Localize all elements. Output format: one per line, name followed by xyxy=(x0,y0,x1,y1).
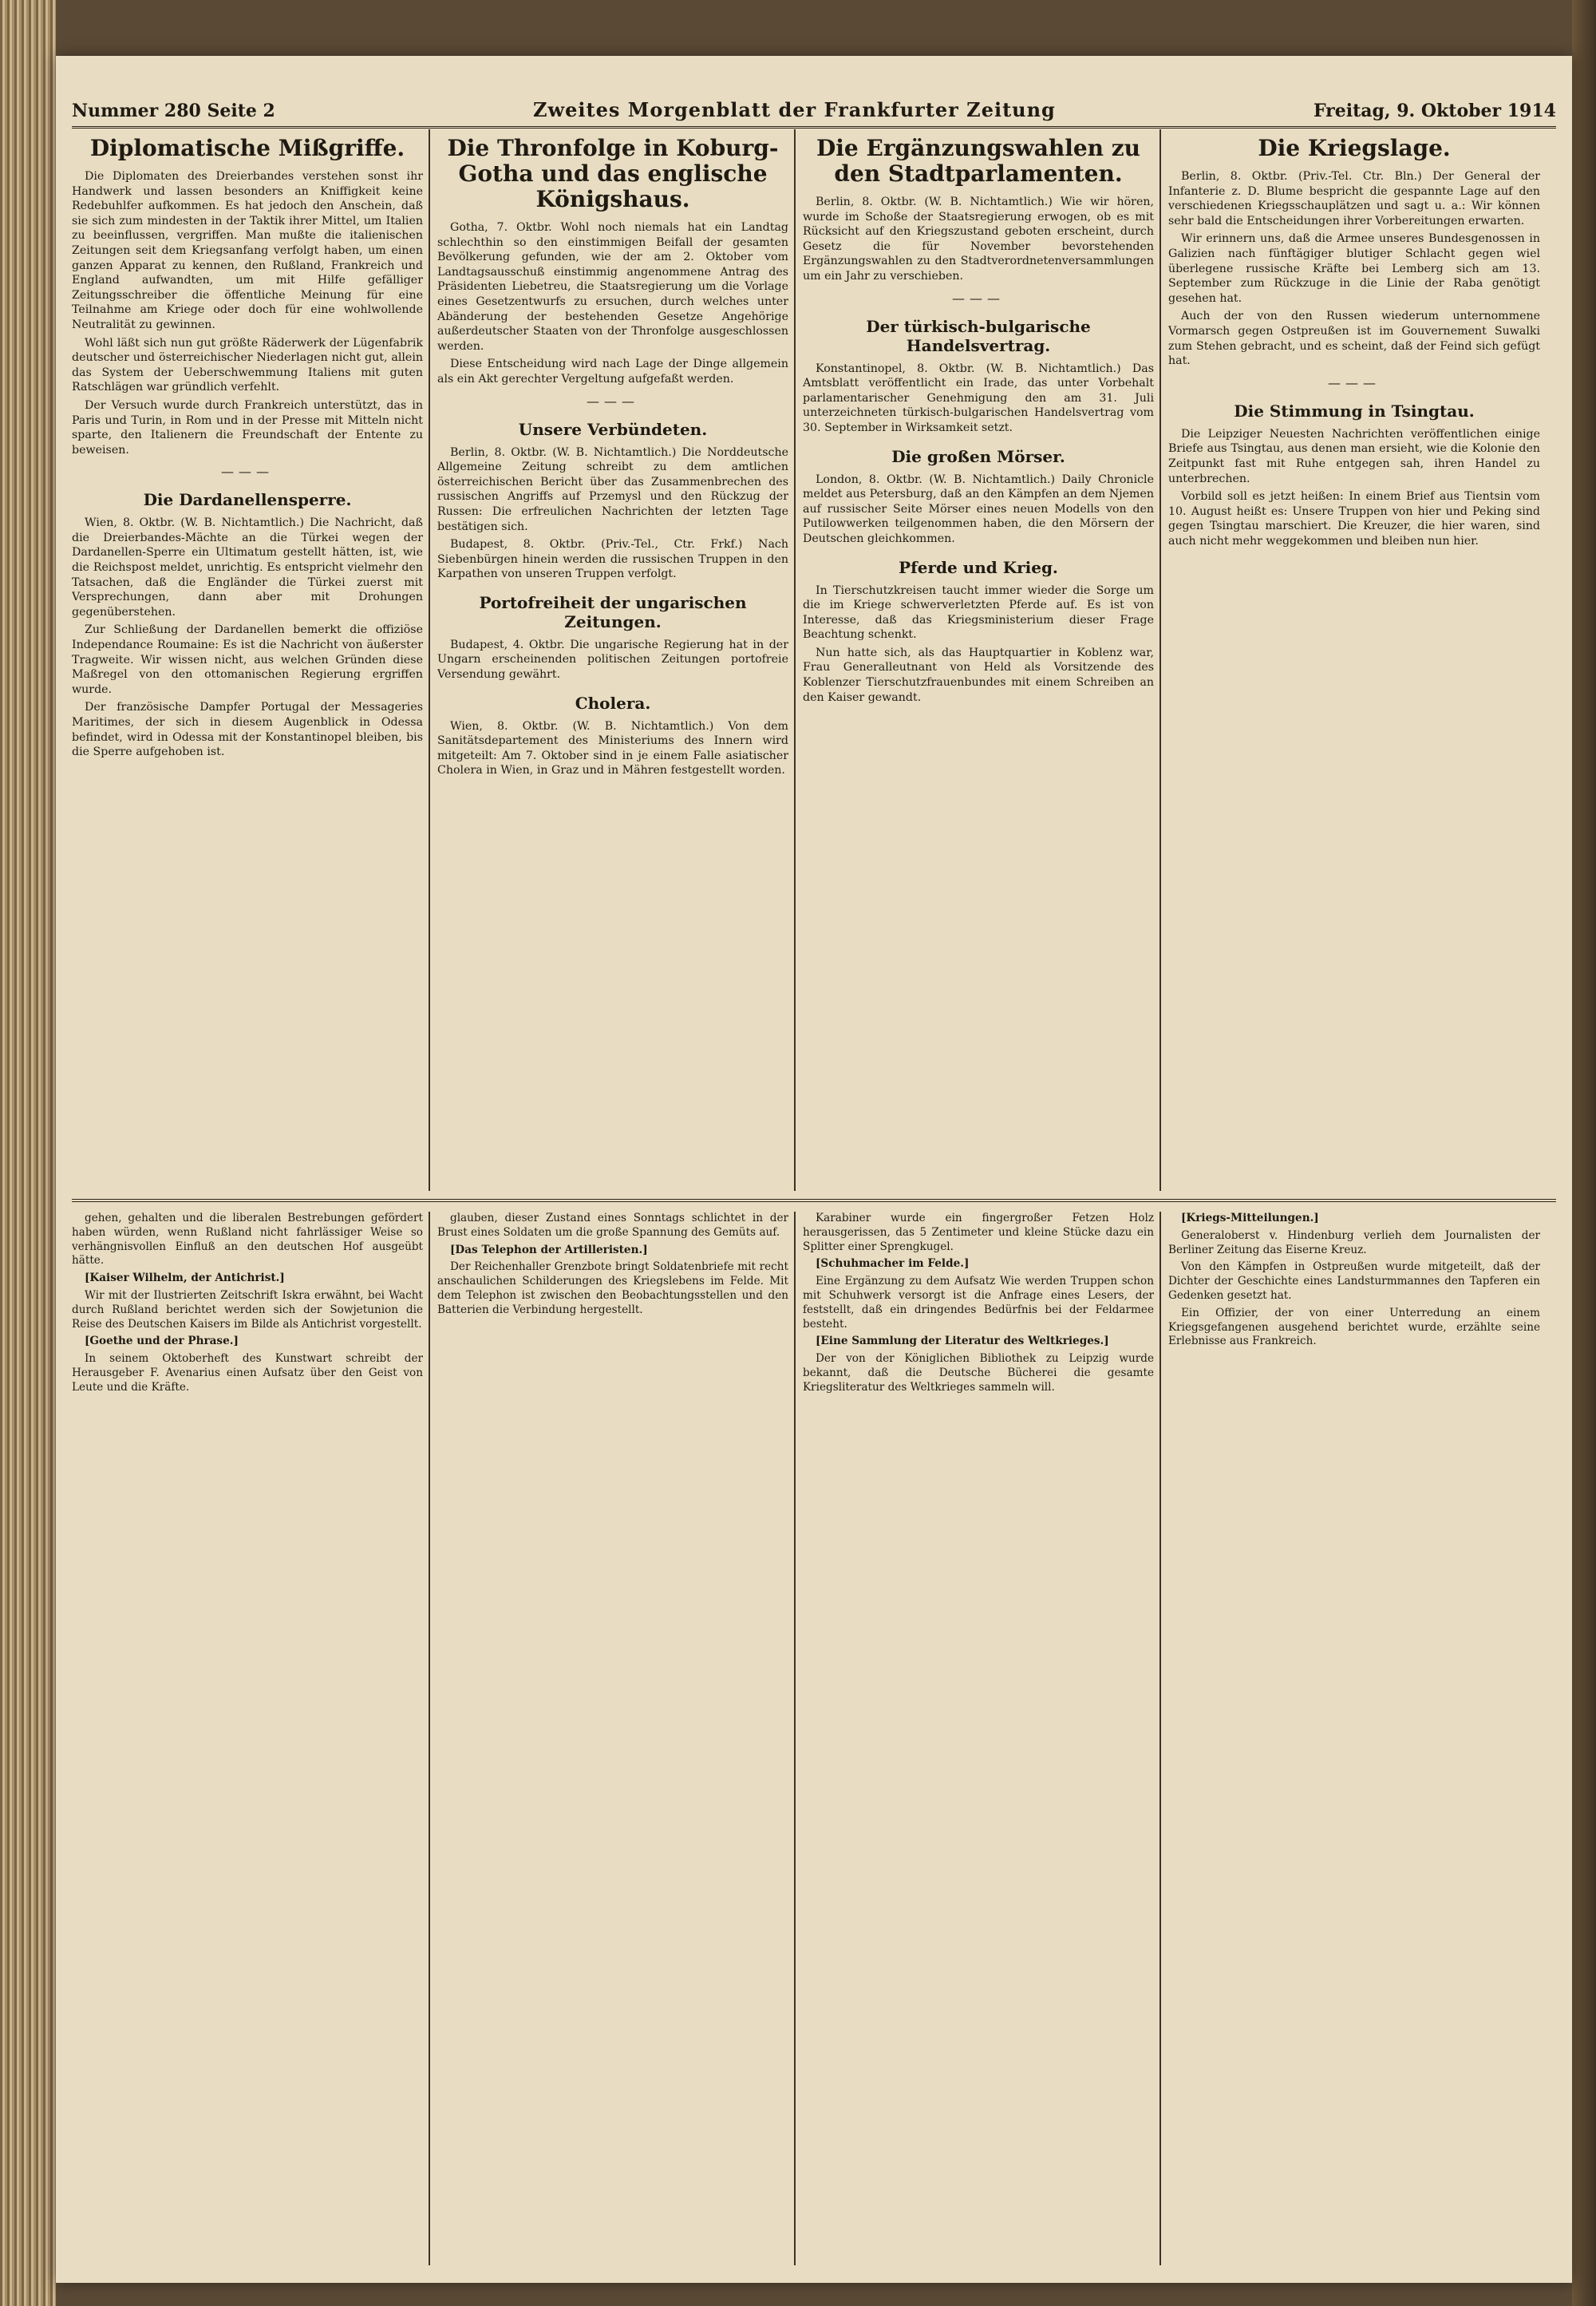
feuilleton-paragraph: Der von der Königlichen Bibliothek zu Leipzig wurde bekannt, daß die Deutsche Bücherei die gesamte Kriegsliteratur des Weltkrieges sammeln will. xyxy=(803,1352,1154,1394)
feuilleton-column-1 xyxy=(72,1212,423,2265)
newspaper-page xyxy=(56,56,1572,2283)
feuilleton-heading: [Kaiser Wilhelm, der Antichrist.] xyxy=(85,1272,285,1285)
feuilleton-column-4 xyxy=(1168,1212,1540,2265)
feuilleton-column-3 xyxy=(803,1212,1154,2265)
feuilleton-heading: [Schuhmacher im Felde.] xyxy=(816,1257,970,1271)
column-3 xyxy=(803,129,1154,1191)
issue-date: Freitag, 9. Oktober 1914 xyxy=(1313,101,1556,121)
article-headline: Portofreiheit der ungarischen Zeitungen. xyxy=(479,592,747,631)
feuilleton-column-2 xyxy=(437,1212,788,2265)
column-rule xyxy=(1159,1212,1161,2265)
feuilleton-paragraph: Der Reichenhaller Grenzbote bringt Soldatenbriefe mit recht anschaulichen Schilderungen des Kriegslebens im Felde. Mit dem Telephon ist zwischen den Beobachtungsstellen und den Batterien die Verbindung hergestellt. xyxy=(437,1260,788,1316)
article-paragraph: Wien, 8. Oktbr. (W. B. Nichtamtlich.) Von dem Sanitätsdepartement des Ministeriums des Innern wird mitgeteilt: Am 7. Oktober sind in je einem Falle asiatischer Cholera in Wien, in Graz und in Mähren festgestellt worden. xyxy=(437,719,788,777)
article-paragraph: London, 8. Oktbr. (W. B. Nichtamtlich.) Daily Chronicle meldet aus Petersburg, daß an den Kämpfen an dem Njemen auf russischer Seite Mörser eines neuen Modells von den Putilowwerken teilgenommen haben, die den Mörsern der Deutschen gleichkommen. xyxy=(803,473,1154,545)
section-divider: ——— xyxy=(952,290,1005,306)
section-divider: ——— xyxy=(1328,374,1381,390)
feuilleton-heading: [Kriegs-Mitteilungen.] xyxy=(1181,1212,1319,1224)
feuilleton-paragraph: Ein Offizier, der von einer Unterredung an einem Kriegsgefangenen ausgehend berichtet wurde, erzählte seine Erlebnisse aus Frankreich. xyxy=(1168,1306,1540,1348)
article-headline: Die Stimmung in Tsingtau. xyxy=(1234,401,1475,421)
feuilleton-paragraph: Wir mit der Ilustrierten Zeitschrift Iskra erwähnt, bei Wacht durch Rußland berichtet werden sich der Sowjetunion die Reise des Deutschen Kaisers im Bilde als Antichrist vorgestellt. xyxy=(72,1288,423,1331)
article-paragraph: Budapest, 8. Oktbr. (Priv.-Tel., Ctr. Frkf.) Nach Siebenbürgen hinein werden die russischen Truppen in den Karpathen von unseren Truppen verfolgt. xyxy=(437,538,788,581)
article-headline: Unsere Verbündeten. xyxy=(518,419,708,439)
feuilleton-paragraph: Generaloberst v. Hindenburg verlieh dem Journalisten der Berliner Zeitung das Eiserne Kreuz. xyxy=(1168,1228,1540,1256)
article-paragraph: Budapest, 4. Oktbr. Die ungarische Regierung hat in der Ungarn erscheinenden politischen Zeitungen portofreie Versendung gewährt. xyxy=(437,638,788,682)
newspaper-title: Zweites Morgenblatt der Frankfurter Zeitung xyxy=(532,98,1056,121)
feuilleton-paragraph: gehen, gehalten und die liberalen Bestrebungen gefördert haben würden, wenn Rußland nicht fahrlässiger Weise so verhängnisvollen Einfluß an den deutschen Hof ausgeübt hätte. xyxy=(72,1212,423,1268)
feuilleton-paragraph: Karabiner wurde ein fingergroßer Fetzen Holz herausgerissen, das 5 Zentimeter und kleine Stücke dazu ein Splitter einer Sprengkugel. xyxy=(803,1212,1154,1253)
article-paragraph: Wien, 8. Oktbr. (W. B. Nichtamtlich.) Die Nachricht, daß die Dreierbandes-Mächte an die Türkei wegen der Dardanellen-Sperre ein Ultimatum gestellt hätten, ist, wie die Reichspost meldet, unrichtig. Es entspricht vielmehr den Tatsachen, daß die Engländer die Türkei zuerst mit Versprechungen, dann aber mit Drohungen gegenüberstehen. xyxy=(72,516,423,619)
article-headline: Cholera. xyxy=(575,693,651,713)
column-1 xyxy=(72,129,423,1191)
article-headline: Die Ergänzungswahlen zu den Stadtparlamenten. xyxy=(816,135,1141,187)
article-paragraph: Zur Schließung der Dardanellen bemerkt die offiziöse Independance Roumaine: Es ist die Nachricht von äußerster Tragweite. Wir wissen nicht, aus welchen Gründen diese Maßregel von den ottomanischen Regierung ergriffen wurde. xyxy=(72,623,423,696)
feuilleton-heading: [Das Telephon der Artilleristen.] xyxy=(450,1243,648,1256)
article-paragraph: Wir erinnern uns, daß die Armee unseres Bundesgenossen in Galizien nach fünftägiger blutiger Schlacht gegen wiel überlegene russische Kräfte bei Lemberg sich am 13. September zum Rückzuge in die Linie der Raba genötigt gesehen hat. xyxy=(1168,232,1540,305)
issue-number: Nummer 280 Seite 2 xyxy=(72,101,275,121)
book-binding-left xyxy=(0,0,56,2306)
feuilleton-heading: [Eine Sammlung der Literatur des Weltkrieges.] xyxy=(816,1335,1109,1348)
column-rule xyxy=(1159,129,1161,1191)
article-paragraph: Gotha, 7. Oktbr. Wohl noch niemals hat ein Landtag schlechthin so den einstimmigen Beifall der gesamten Bevölkerung gefunden, wie der am 2. Oktober vom Landtagsausschuß einstimmig angenommene Antrag des Präsidenten Liebetreu, die Staatsregierung um die Vorlage eines Gesetzentwurfs zu ersuchen, durch welches unter Abänderung der bestehenden Gesetze Angehörige außerdeutscher Staaten von der Thronfolge ausgeschlossen werden. xyxy=(437,221,788,353)
article-headline: Pferde und Krieg. xyxy=(899,557,1058,577)
article-paragraph: Nun hatte sich, als das Hauptquartier in Koblenz war, Frau Generalleutnant von Held als Vorsitzende des Koblenzer Tierschutzfrauenbundes mit einem Schreiben an den Kaiser gewandt. xyxy=(803,646,1154,704)
article-paragraph: Berlin, 8. Oktbr. (W. B. Nichtamtlich.) Die Norddeutsche Allgemeine Zeitung schreibt zu dem amtlichen österreichischen Bericht über das Zusammenbrechen des russischen Angriffs auf Przemysl und den Rückzug der Russen: Die erfreulichen Nachrichten der letzten Tage bestätigen sich. xyxy=(437,445,788,533)
article-paragraph: Der Versuch wurde durch Frankreich unterstützt, das in Paris und Turin, in Rom und in der Presse mit Mitteln nicht sparte, den Italienern die Freundschaft der Entente zu beweisen. xyxy=(72,398,423,457)
article-paragraph: Auch der von den Russen wiederum unternommene Vormarsch gegen Ostpreußen ist im Gouvernement Suwalki zum Stehen gebracht, und es scheint, daß der Feind sich gefügt hat. xyxy=(1168,310,1540,368)
book-edge-right xyxy=(1572,0,1596,2306)
article-paragraph: Berlin, 8. Oktbr. (W. B. Nichtamtlich.) Wie wir hören, wurde im Schoße der Staatsregierung erwogen, ob es mit Rücksicht auf den Kriegszustand geboten erscheint, durch Gesetz die für November bevorstehenden Ergänzungswahlen zu den Stadtverordnetenversammlungen um ein Jahr zu verschieben. xyxy=(803,196,1154,283)
feuilleton-paragraph: glauben, dieser Zustand eines Sonntags schlichtet in der Brust eines Soldaten um die große Spannung des Gemüts auf. xyxy=(437,1212,788,1239)
article-paragraph: In Tierschutzkreisen taucht immer wieder die Sorge um die im Kriege schwerverletzten Pferde auf. Es ist von Interesse, daß das Kriegsministerium dieser Frage Beachtung schenkt. xyxy=(803,583,1154,642)
section-divider: ——— xyxy=(221,464,274,480)
article-headline: Diplomatische Mißgriffe. xyxy=(89,135,405,161)
column-rule xyxy=(429,1212,430,2265)
article-paragraph: Wohl läßt sich nun gut größte Räderwerk der Lügenfabrik deutscher und österreichischer Niederlagen nicht gut, allein das System der Ueberschwemmung Italiens mit guten Ratschlägen war gründlich verfehlt. xyxy=(72,336,423,394)
article-headline: Der türkisch-bulgarische Handelsvertrag. xyxy=(866,316,1091,355)
article-paragraph: Die Leipziger Neuesten Nachrichten veröffentlichen einige Briefe aus Tsingtau, aus denen man ersieht, wie die Kolonie den Zeitpunkt fast mit Ruhe entgegen sah, ihren Handel zu unterbrechen. xyxy=(1168,427,1540,485)
article-paragraph: Diese Entscheidung wird nach Lage der Dinge allgemein als ein Akt gerechter Vergeltung aufgefaßt werden. xyxy=(437,358,788,386)
article-paragraph: Die Diplomaten des Dreierbandes verstehen sonst ihr Handwerk und lassen besonders an Kniffigkeit keine Redebuhlfer aufkommen. Es hat jedoch den Anschein, daß sie sich zum mindesten in der Taktik ihrer Mittel, um Italien zu beeinflussen, vergriffen. Man mußte die italienischen Zeitungen seit dem Kriegsanfang verfolgt haben, um einen ganzen Apparat zu kennen, den Rußland, Frankreich und England aufwandten, um mit Hilfe gefälliger Zeitungsschreiber die öffentliche Meinung für eine Teilnahme am Kriege oder doch für eine wohlwollende Neutralität zu gewinnen. xyxy=(72,170,423,331)
article-headline: Die Kriegslage. xyxy=(1258,135,1451,161)
article-paragraph: Der französische Dampfer Portugal der Messageries Maritimes, der sich in diesem Augenblick in Odessa befindet, wird in Odessa mit der Konstantinopel bleiben, bis die Sperre aufgehoben ist. xyxy=(72,701,423,759)
article-headline: Die großen Mörser. xyxy=(891,446,1065,466)
feuilleton-paragraph: In seinem Oktoberheft des Kunstwart schreibt der Herausgeber F. Avenarius einen Aufsatz über den Geist von Leute und die Kräfte. xyxy=(72,1352,423,1394)
feuilleton-separator xyxy=(72,1199,1556,1202)
article-paragraph: Berlin, 8. Oktbr. (Priv.-Tel. Ctr. Bln.) Der General der Infanterie z. D. Blume bespricht die gespannte Lage auf den verschiedenen Kriegsschauplätzen und sagt u. a.: Wir können sehr bald die Entscheidungen ihrer Vorbereitungen erwarten. xyxy=(1168,170,1540,227)
article-headline: Die Thronfolge in Koburg-Gotha und das englische Königshaus. xyxy=(447,135,779,212)
feuilleton-paragraph: Eine Ergänzung zu dem Aufsatz Wie werden Truppen schon mit Schuhwerk versorgt ist die Anfrage eines Lesers, der feststellt, daß ein dringendes Bedürfnis bei der Feldarmee besteht. xyxy=(803,1275,1154,1331)
column-2 xyxy=(437,129,788,1191)
article-headline: Die Dardanellensperre. xyxy=(143,490,352,510)
feuilleton-paragraph: Von den Kämpfen in Ostpreußen wurde mitgeteilt, daß der Dichter der Geschichte eines Landsturmmannes den Tapferen ein Gedenken gesetzt hat. xyxy=(1168,1260,1540,1302)
column-rule xyxy=(429,129,430,1191)
column-rule xyxy=(794,1212,796,2265)
article-paragraph: Konstantinopel, 8. Oktbr. (W. B. Nichtamtlich.) Das Amtsblatt veröffentlicht ein Irade, das unter Vorbehalt parlamentarischer Genehmigung den am 31. Juli unterzeichneten türkisch-bulgarischen Handelsvertrag vom 30. September in Wirksamkeit setzt. xyxy=(803,362,1154,434)
column-4 xyxy=(1168,129,1540,1191)
feuilleton-heading: [Goethe und der Phrase.] xyxy=(85,1335,239,1348)
section-divider: ——— xyxy=(587,393,639,409)
masthead xyxy=(72,80,1556,129)
column-rule xyxy=(794,129,796,1191)
article-paragraph: Vorbild soll es jetzt heißen: In einem Brief aus Tientsin vom 10. August heißt es: Unsere Truppen von hier und Peking sind gegen Tsingtau marschiert. Die Kreuzer, die hier waren, sind auch nicht mehr weggekommen und bleiben nun hier. xyxy=(1168,490,1540,548)
